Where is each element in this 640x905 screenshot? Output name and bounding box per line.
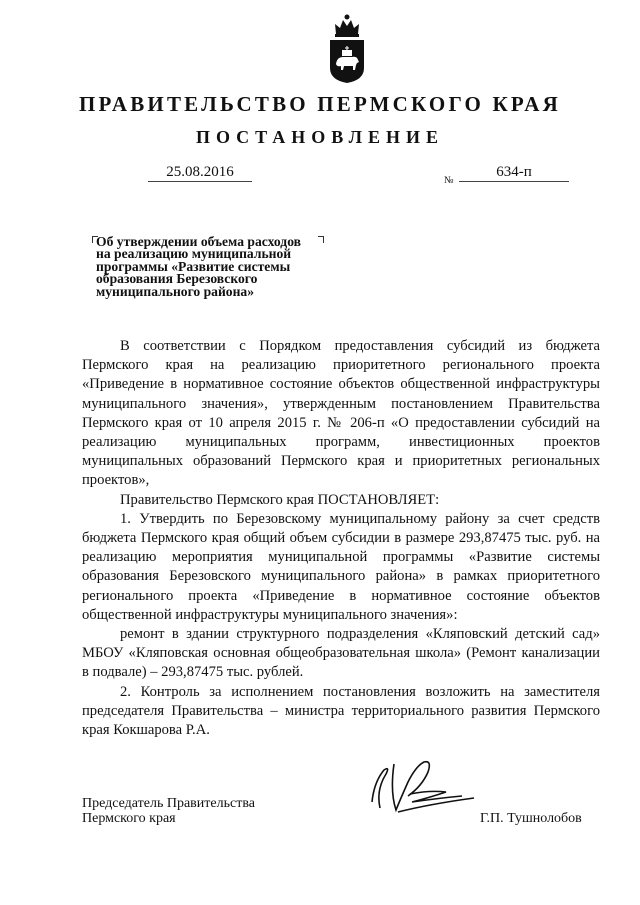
handwritten-signature	[350, 752, 485, 822]
subject-line: Об утверждении объема расходов	[96, 234, 301, 249]
signatory-position-line: Председатель Правительства	[82, 796, 255, 811]
number-sign: №	[444, 175, 454, 186]
government-title: ПРАВИТЕЛЬСТВО ПЕРМСКОГО КРАЯ	[78, 92, 561, 116]
document-date-field	[148, 164, 252, 182]
subject-line: образования Березовского	[96, 271, 258, 287]
body-paragraph: 2. Контроль за исполнением постановления возложить на заместителя председателя Правительства – министра территориального развития Пермского края Кокшарова Р.А.	[82, 683, 600, 739]
body-paragraph: Правительство Пермского края ПОСТАНОВЛЯЕТ:	[120, 491, 440, 508]
document-date: 25.08.2016	[166, 164, 234, 180]
document-body	[82, 337, 600, 740]
subject-line: на реализацию муниципальной	[96, 246, 292, 262]
signatory-name: Г.П. Тушнолобов	[480, 811, 582, 826]
date-underline	[148, 181, 252, 182]
subject-line: муниципального района»	[96, 283, 255, 299]
document-type: ПОСТАНОВЛЕНИЕ	[195, 127, 445, 147]
document-number: 634-п	[496, 164, 532, 180]
signatory-position	[82, 797, 255, 826]
number-underline	[459, 181, 569, 182]
subject-line: программы «Развитие системы	[96, 258, 291, 274]
body-paragraph: В соответствии с Порядком предоставления субсидий из бюджета Пермского края на реализацию приоритетного регионального проекта «Приведение в нормативное состояние объектов общественной инфраструктуры муниципального значения», утвержденным постановлением Правительства Пермского края от 10 апреля 2015 г. № 206-п «О предоставлении субсидий на реализацию муниципальных программ, инвестиционных проектов муниципальных образований Пермского края и приоритетных региональных проектов»,	[82, 338, 600, 489]
body-paragraph: ремонт в здании структурного подразделения «Кляповский детский сад» МБОУ «Кляповская основная общеобразовательная школа» (Ремонт канализации в подвале) – 293,87475 тыс. рублей.	[82, 626, 600, 681]
perm-krai-coat-of-arms	[327, 12, 367, 84]
signatory-position-line: Пермского края	[82, 810, 176, 826]
document-subject	[96, 236, 356, 298]
body-paragraph: 1. Утвердить по Березовскому муниципальному району за счет средств бюджета Пермского края общий объем субсидии в размере 293,87475 тыс. руб. на реализацию мероприятия муниципальной программы «Развитие системы образования Березовского муниципального района» в рамках приоритетного регионального проекта «Приведение в нормативное состояние объектов общественной инфраструктуры муниципального значения»:	[82, 510, 600, 623]
document-number-field	[459, 164, 569, 182]
